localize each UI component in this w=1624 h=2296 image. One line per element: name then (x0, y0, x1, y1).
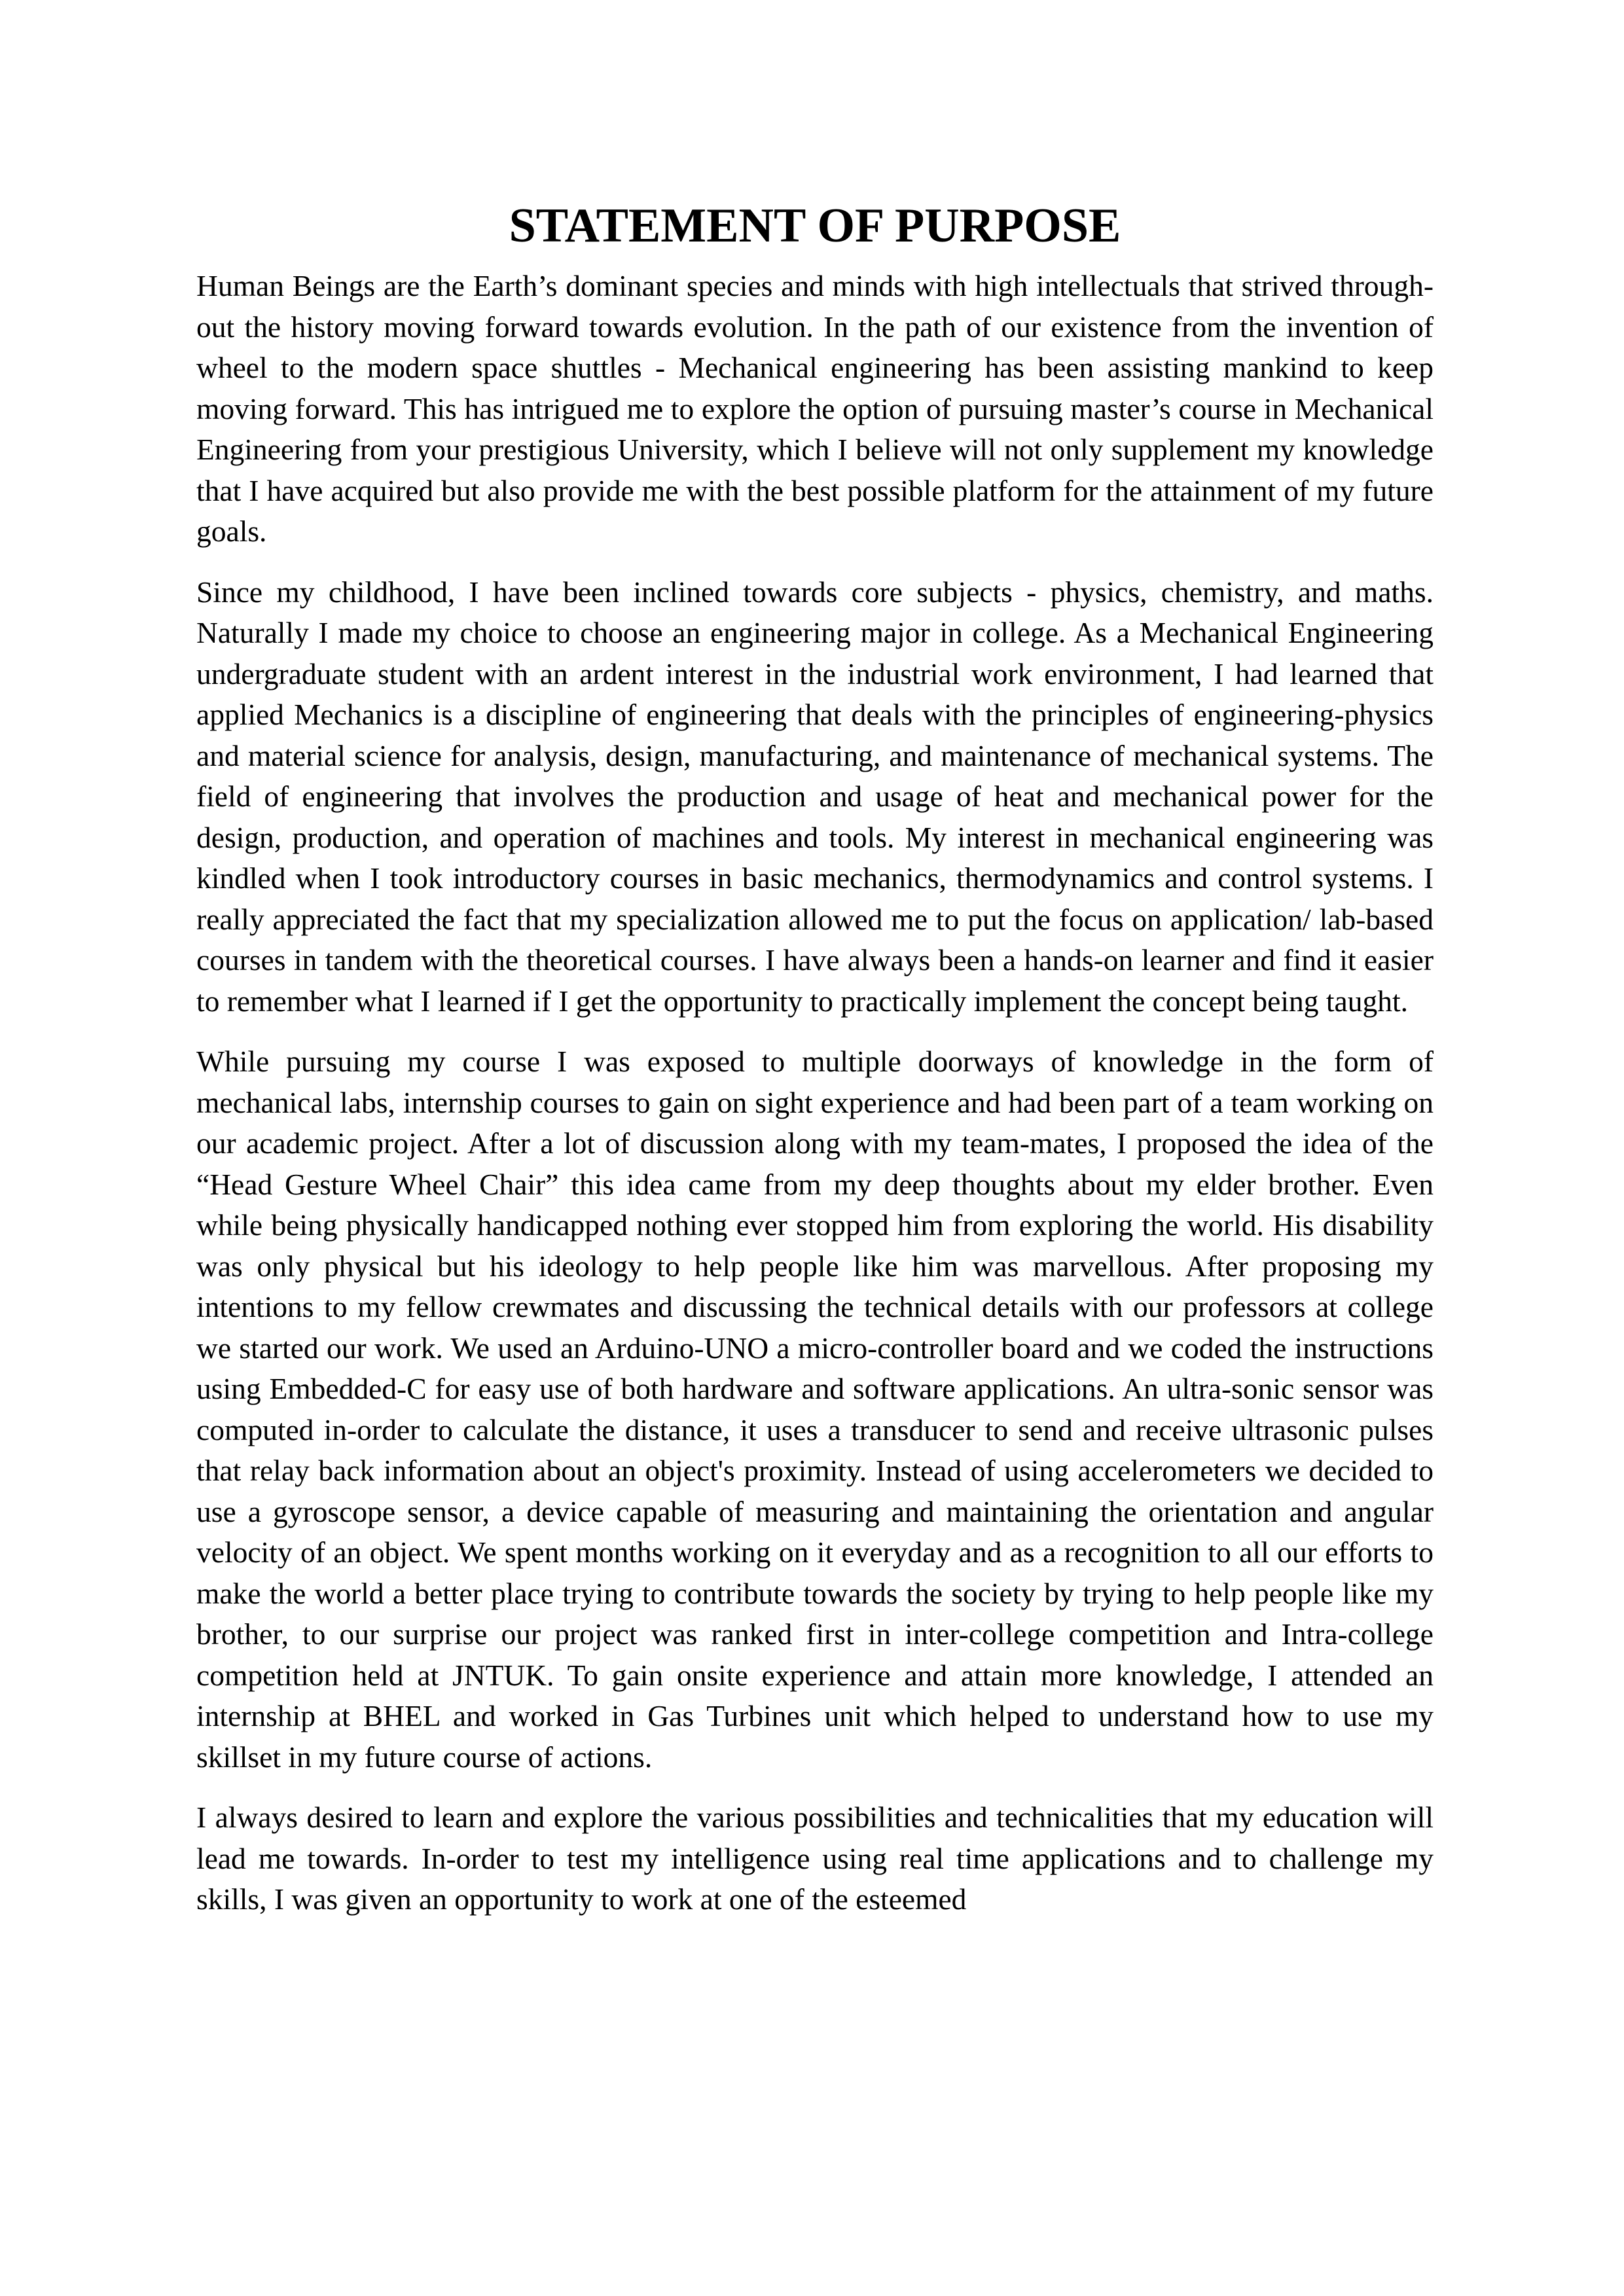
paragraph-childhood-interest: Since my childhood, I have been inclined towards core subjects - physics, chemistry, and maths. Naturally I made my choice to choose an engineering major in college. As a Mechanical Engineering undergraduate student with an ardent interest in the industrial work environment, I had learned that applied Mechanics is a discipline of engineering that deals with the principles of engineering-physics and material science for analysis, design, manufacturing, and maintenance of mechanical systems. The field of engineering that involves the production and usage of heat and mechanical power for the design, production, and operation of machines and tools. My interest in mechanical engineering was kindled when I took introductory courses in basic mechanics, thermodynamics and control systems. I really appreciated the fact that my specialization allowed me to put the focus on application/ lab-based courses in tandem with the theoretical courses. I have always been a hands-on learner and find it easier to remember what I learned if I get the opportunity to practically implement the concept being taught. (196, 575, 1434, 1018)
paragraph-academic-project: While pursuing my course I was exposed to multiple doorways of knowledge in the form of mechanical labs, internship courses to gain on sight experience and had been part of a team working on our academic project. After a lot of discussion along with my team-mates, I proposed the idea of the “Head Gesture Wheel Chair” this idea came from my deep thoughts about my elder brother. Even while being physically handicapped nothing ever stopped him from exploring the world. His disability was only physical but his ideology to help people like him was marvellous. After proposing my intentions to my fellow crewmates and discussing the technical details with our professors at college we started our work. We used an Arduino-UNO a micro-controller board and we coded the instructions using Embedded-C for easy use of both hardware and software applications. An ultra-sonic sensor was computed in-order to calculate the distance, it uses a transducer to send and receive ultrasonic pulses that relay back information about an object's proximity. Instead of using accelerometers we decided to use a gyroscope sensor, a device capable of measuring and maintaining the orientation and angular velocity of an object. We spent months working on it everyday and as a recognition to all our efforts to make the world a better place trying to contribute towards the society by trying to help people like my brother, to our surprise our project was ranked first in inter-college competition and Intra-college competition held at JNTUK. To gain onsite experience and attain more knowledge, I attended an internship at BHEL and worked in Gas Turbines unit which helped to understand how to use my skillset in my future course of actions. (196, 1045, 1434, 1774)
document-body (196, 190, 1434, 1940)
paragraph-work-experience: I always desired to learn and explore the various possibilities and technicalities that my education will lead me towards. In-order to test my intelligence using real time applications and to challenge my skills, I was given an opportunity to work at one of the esteemed (196, 1801, 1434, 1916)
paragraph-introduction: Human Beings are the Earth’s dominant species and minds with high intellectuals that strived through-out the history moving forward towards evolution. In the path of our existence from the invention of wheel to the modern space shuttles - Mechanical engineering has been assisting mankind to keep moving forward. This has intrigued me to explore the option of pursuing master’s course in Mechanical Engineering from your prestigious University, which I believe will not only supplement my knowledge that I have acquired but also provide me with the best possible platform for the attainment of my future goals. (196, 269, 1434, 548)
document-title: STATEMENT OF PURPOSE (509, 199, 1121, 253)
